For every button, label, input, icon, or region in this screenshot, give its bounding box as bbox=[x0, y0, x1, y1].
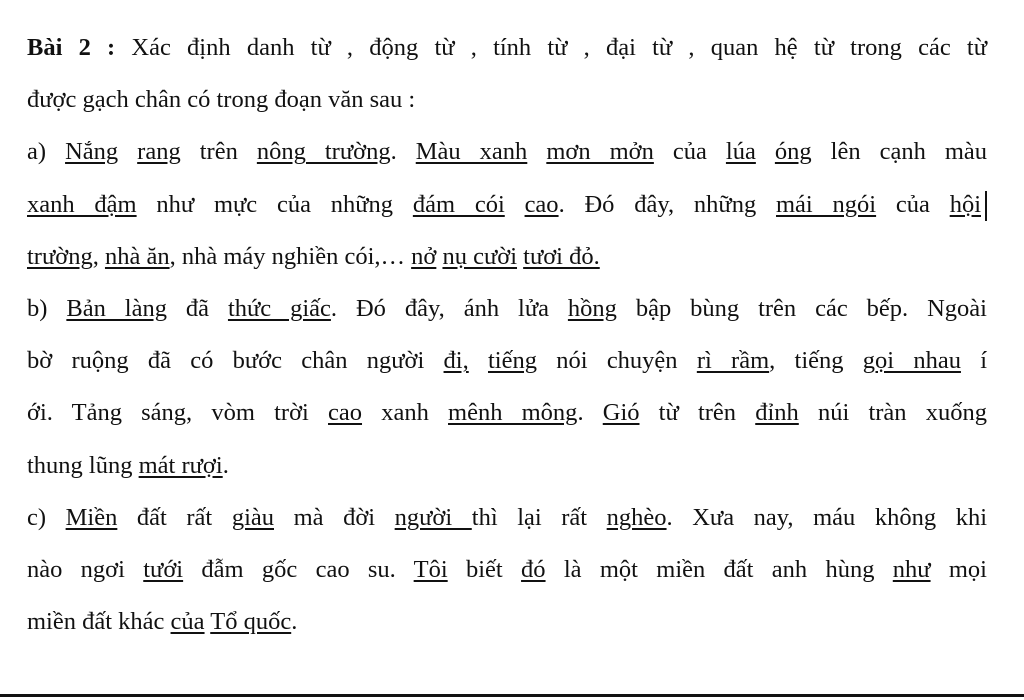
underlined-word: rang bbox=[137, 138, 181, 166]
underlined-word: đi, bbox=[443, 347, 469, 375]
text-cursor bbox=[985, 191, 987, 221]
text-run bbox=[505, 191, 525, 218]
underlined-word: nghèo bbox=[606, 503, 667, 531]
text-run: a) bbox=[27, 138, 66, 166]
text-run: miền đất khác bbox=[27, 608, 171, 636]
text-line-9 bbox=[27, 440, 987, 492]
text-run: . bbox=[390, 138, 416, 166]
text-run: mà đời bbox=[274, 503, 395, 531]
text-run: núi tràn xuống bbox=[798, 399, 987, 427]
text-run: mọi bbox=[930, 555, 987, 583]
underlined-word: nụ cười bbox=[442, 242, 518, 270]
underlined-word: đỉnh bbox=[755, 399, 799, 427]
text-run: trên bbox=[180, 138, 257, 166]
text-run: , tiếng bbox=[769, 347, 863, 375]
text-run: nào ngơi bbox=[27, 555, 144, 583]
text-run: đã bbox=[166, 294, 228, 322]
underlined-word: gọi nhau bbox=[862, 347, 961, 375]
text-run bbox=[469, 347, 488, 374]
underlined-word: Tổ quốc bbox=[210, 608, 292, 636]
text-run: lên cạnh màu bbox=[811, 138, 988, 166]
bottom-border bbox=[0, 694, 1024, 697]
underlined-word: mát rượi bbox=[138, 451, 223, 479]
text-run: của bbox=[876, 190, 950, 218]
underlined-word: thức giấc bbox=[227, 294, 331, 322]
underlined-word: mênh mông bbox=[448, 399, 578, 427]
text-line-12 bbox=[27, 596, 987, 648]
underlined-word: lúa bbox=[725, 138, 756, 166]
underlined-word: tiếng bbox=[488, 347, 537, 375]
text-run: từ trên bbox=[639, 399, 756, 427]
text-run bbox=[118, 138, 137, 165]
text-run: . bbox=[222, 451, 229, 479]
underlined-word: hồng bbox=[567, 294, 617, 322]
text-run: . Đó đây, những bbox=[558, 190, 776, 218]
text-run: đất rất bbox=[117, 503, 232, 531]
text-run: thì lại rất bbox=[471, 503, 607, 531]
text-run: nói chuyện bbox=[537, 347, 697, 375]
text-run bbox=[756, 138, 775, 165]
underlined-word: Màu xanh bbox=[415, 138, 528, 166]
underlined-word: giàu bbox=[231, 503, 274, 531]
underlined-word: xanh đậm bbox=[27, 190, 137, 218]
text-line-6 bbox=[27, 283, 987, 335]
underlined-word: Nắng bbox=[65, 138, 119, 166]
text-run: được gạch chân có trong đoạn văn sau : bbox=[27, 86, 416, 114]
text-run: Xác định danh từ , động từ , tính từ , đại từ , quan hệ từ trong các từ bbox=[115, 34, 987, 61]
text-run: xanh bbox=[362, 399, 449, 427]
underlined-word: tưới bbox=[143, 555, 184, 583]
text-run: c) bbox=[27, 503, 66, 531]
underlined-word: nở bbox=[411, 242, 437, 270]
text-run: đẫm gốc cao su. bbox=[183, 555, 414, 583]
underlined-word: Bản làng bbox=[66, 294, 167, 322]
text-run: thung lũng bbox=[27, 451, 139, 479]
text-line-1 bbox=[27, 22, 987, 74]
text-run: , bbox=[92, 242, 105, 270]
underlined-word: mơn mởn bbox=[546, 138, 654, 166]
text-run: biết bbox=[447, 555, 522, 583]
text-run: , nhà máy nghiền cói,… bbox=[169, 242, 412, 270]
text-run: . Xưa nay, máu không khi bbox=[666, 503, 987, 531]
text-line-11 bbox=[27, 544, 987, 596]
text-run: như mực của những bbox=[136, 190, 413, 218]
text-run: của bbox=[653, 138, 726, 166]
text-line-5 bbox=[27, 231, 987, 283]
text-line-3 bbox=[27, 126, 987, 178]
exercise-document bbox=[27, 22, 987, 648]
text-run: . Đó đây, ánh lửa bbox=[330, 294, 568, 322]
underlined-word: rì rầm bbox=[696, 347, 770, 375]
underlined-word: trường bbox=[27, 242, 93, 270]
underlined-word: nông trường bbox=[256, 138, 391, 166]
underlined-word: Miền bbox=[65, 503, 118, 531]
text-run: bập bùng trên các bếp. Ngoài bbox=[616, 294, 987, 322]
underlined-word: nhà ăn bbox=[104, 242, 170, 270]
underlined-word: như bbox=[892, 555, 931, 583]
underlined-word: Gió bbox=[602, 399, 640, 427]
text-line-7 bbox=[27, 335, 987, 387]
underlined-word: óng bbox=[774, 138, 812, 166]
text-line-10 bbox=[27, 492, 987, 544]
underlined-word: Tôi bbox=[413, 555, 448, 583]
text-line-4 bbox=[27, 179, 987, 231]
text-run: í bbox=[960, 347, 988, 375]
text-run: ới. Tảng sáng, vòm trời bbox=[27, 399, 329, 427]
underlined-word: đó bbox=[521, 555, 546, 583]
exercise-title: Bài 2 : bbox=[27, 34, 116, 61]
underlined-word: mái ngói bbox=[776, 190, 877, 218]
underlined-word: cao bbox=[524, 190, 559, 218]
underlined-word: đám cói bbox=[412, 190, 505, 218]
underlined-word: hội bbox=[949, 190, 981, 218]
text-line-2 bbox=[27, 74, 987, 126]
text-run: là một miền đất anh hùng bbox=[545, 555, 893, 583]
text-run: . bbox=[577, 399, 603, 427]
underlined-word: của bbox=[170, 608, 205, 636]
underlined-word: cao bbox=[328, 399, 363, 427]
underlined-word: tươi đỏ. bbox=[523, 242, 600, 270]
underlined-word: người bbox=[394, 503, 472, 531]
text-run bbox=[527, 138, 546, 165]
text-line-8 bbox=[27, 387, 987, 439]
text-run: . bbox=[291, 608, 298, 636]
text-run: b) bbox=[27, 294, 67, 322]
text-run: bờ ruộng đã có bước chân người bbox=[27, 347, 444, 375]
